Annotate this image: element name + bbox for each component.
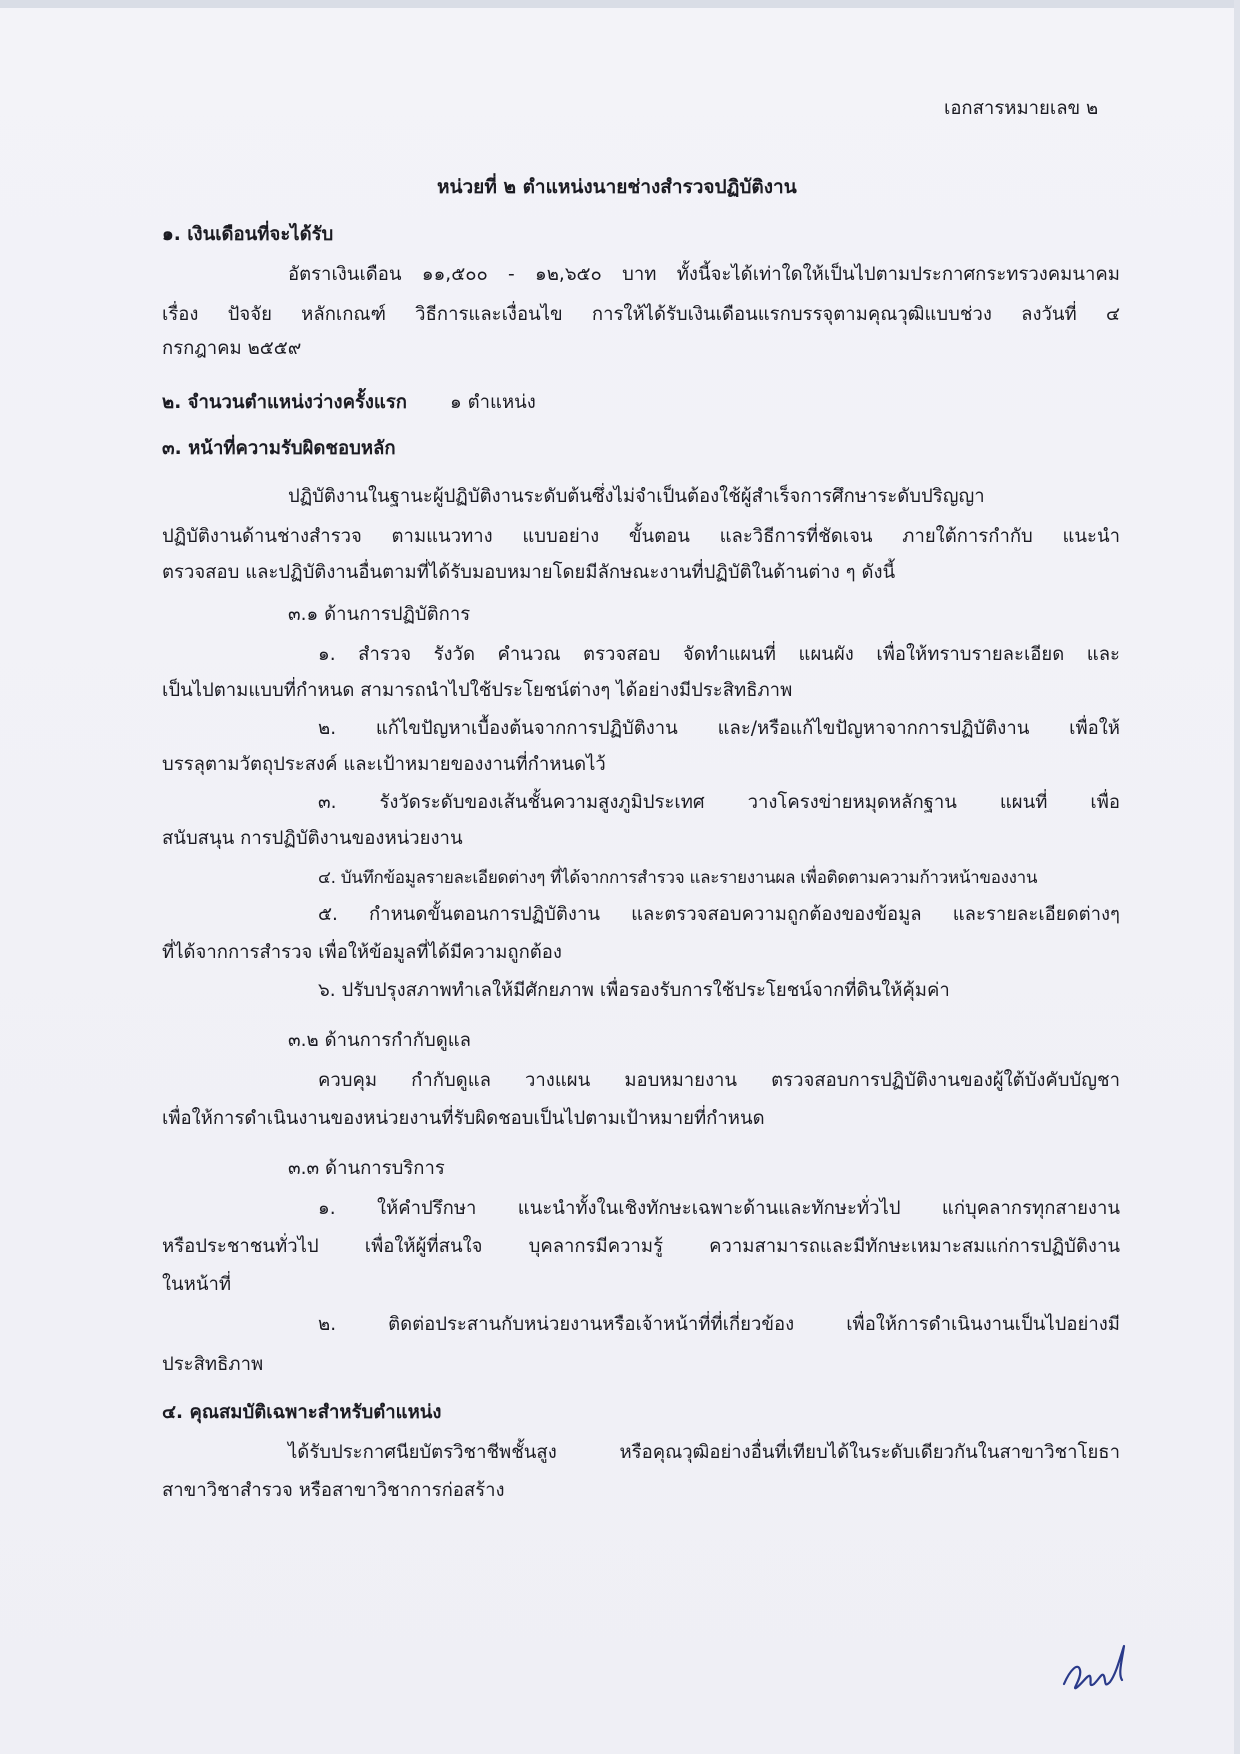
section-3-intro-line: ตรวจสอบ และปฏิบัติงานอื่นตามที่ได้รับมอบหมายโดยมีลักษณะงานที่ปฏิบัติในด้านต่าง ๆ ดังนี้ [162,562,896,583]
subsection-3-3-heading: ๓.๓ ด้านการบริการ [288,1158,445,1179]
vacancy-count: ๑ ตำแหน่ง [450,392,536,413]
page-title: หน่วยที่ ๒ ตำแหน่งนายช่างสำรวจปฏิบัติงาน [437,176,797,198]
section-3-intro-line: ปฏิบัติงานด้านช่างสำรวจ ตามแนวทาง แบบอย่าง ขั้นตอน และวิธีการที่ชัดเจน ภายใต้การกำกับ แนะนำ [162,526,1120,547]
section-1-heading: ๑. เงินเดือนที่จะได้รับ [162,224,334,245]
service-item-line: ๒. ติดต่อประสานกับหน่วยงานหรือเจ้าหน้าที่ที่เกี่ยวข้อง เพื่อให้การดำเนินงานเป็นไปอย่างมี [318,1314,1120,1335]
duty-item-line: สนับสนุน การปฏิบัติงานของหน่วยงาน [162,828,463,849]
section-3-intro-line: ปฏิบัติงานในฐานะผู้ปฏิบัติงานระดับต้นซึ่งไม่จำเป็นต้องใช้ผู้สำเร็จการศึกษาระดับปริญญา [288,486,985,507]
service-item-line: ประสิทธิภาพ [162,1354,264,1375]
signature-icon [1060,1640,1130,1695]
section-4-heading: ๔. คุณสมบัติเฉพาะสำหรับตำแหน่ง [162,1402,442,1423]
duty-item-line: เป็นไปตามแบบที่กำหนด สามารถนำไปใช้ประโยชน์ต่างๆ ได้อย่างมีประสิทธิภาพ [162,680,793,701]
scan-edge-top [0,0,1240,8]
subsection-3-1-heading: ๓.๑ ด้านการปฏิบัติการ [288,604,471,625]
supervision-line: เพื่อให้การดำเนินงานของหน่วยงานที่รับผิดชอบเป็นไปตามเป้าหมายที่กำหนด [162,1108,765,1129]
qualification-line: ได้รับประกาศนียบัตรวิชาชีพชั้นสูง หรือคุณวุฒิอย่างอื่นที่เทียบได้ในระดับเดียวกันในสาขาวิชาโยธา [288,1442,1120,1463]
duty-item-line: ๖. ปรับปรุงสภาพทำเลให้มีศักยภาพ เพื่อรองรับการใช้ประโยชน์จากที่ดินให้คุ้มค่า [318,980,950,1001]
section-3-heading: ๓. หน้าที่ความรับผิดชอบหลัก [162,438,396,459]
qualification-line: สาขาวิชาสำรวจ หรือสาขาวิชาการก่อสร้าง [162,1480,505,1501]
duty-item-line: ๒. แก้ไขปัญหาเบื้องต้นจากการปฏิบัติงาน และ/หรือแก้ไขปัญหาจากการปฏิบัติงาน เพื่อให้ [318,718,1120,739]
service-item-line: ๑. ให้คำปรึกษา แนะนำทั้งในเชิงทักษะเฉพาะด้านและทักษะทั่วไป แก่บุคลากรทุกสายงาน [318,1198,1120,1219]
duty-item-line: ๑. สำรวจ รังวัด คำนวณ ตรวจสอบ จัดทำแผนที่ แผนผัง เพื่อให้ทราบรายละเอียด และ [318,644,1120,665]
duty-item-line: ที่ได้จากการสำรวจ เพื่อให้ข้อมูลที่ได้มีความถูกต้อง [162,942,562,963]
section-1-line: อัตราเงินเดือน ๑๑,๕๐๐ - ๑๒,๖๕๐ บาท ทั้งนี้จะได้เท่าใดให้เป็นไปตามประกาศกระทรวงคมนาคม [288,264,1120,285]
section-1-line: เรื่อง ปัจจัย หลักเกณฑ์ วิธีการและเงื่อนไข การให้ได้รับเงินเดือนแรกบรรจุตามคุณวุฒิแบบช่วง ลงวันที่ ๔ [162,304,1120,325]
scan-edge-right [1234,0,1240,1754]
service-item-line: ในหน้าที่ [162,1274,232,1295]
supervision-line: ควบคุม กำกับดูแล วางแผน มอบหมายงาน ตรวจสอบการปฏิบัติงานของผู้ใต้บังคับบัญชา [318,1070,1120,1091]
subsection-3-2-heading: ๓.๒ ด้านการกำกับดูแล [288,1030,471,1051]
duty-item-line: ๕. กำหนดขั้นตอนการปฏิบัติงาน และตรวจสอบความถูกต้องของข้อมูล และรายละเอียดต่างๆ [318,904,1120,925]
duty-item-line: ๔. บันทึกข้อมูลรายละเอียดต่างๆ ที่ได้จากการสำรวจ และรายงานผล เพื่อติดตามความก้าวหน้าของงาน [318,868,1038,888]
duty-item-line: บรรลุตามวัตถุประสงค์ และเป้าหมายของงานที่กำหนดไว้ [162,754,606,775]
duty-item-line: ๓. รังวัดระดับของเส้นชั้นความสูงภูมิประเทศ วางโครงข่ายหมุดหลักฐาน แผนที่ เพื่อ [318,792,1120,813]
document-number: เอกสารหมายเลข ๒ [944,98,1099,119]
service-item-line: หรือประชาชนทั่วไป เพื่อให้ผู้ที่สนใจ บุคลากรมีความรู้ ความสามารถและมีทักษะเหมาะสมแก่การปฏิบัติงาน [162,1236,1120,1257]
section-2-heading: ๒. จำนวนตำแหน่งว่างครั้งแรก [162,392,407,413]
section-1-line: กรกฎาคม ๒๕๕๙ [162,338,302,359]
